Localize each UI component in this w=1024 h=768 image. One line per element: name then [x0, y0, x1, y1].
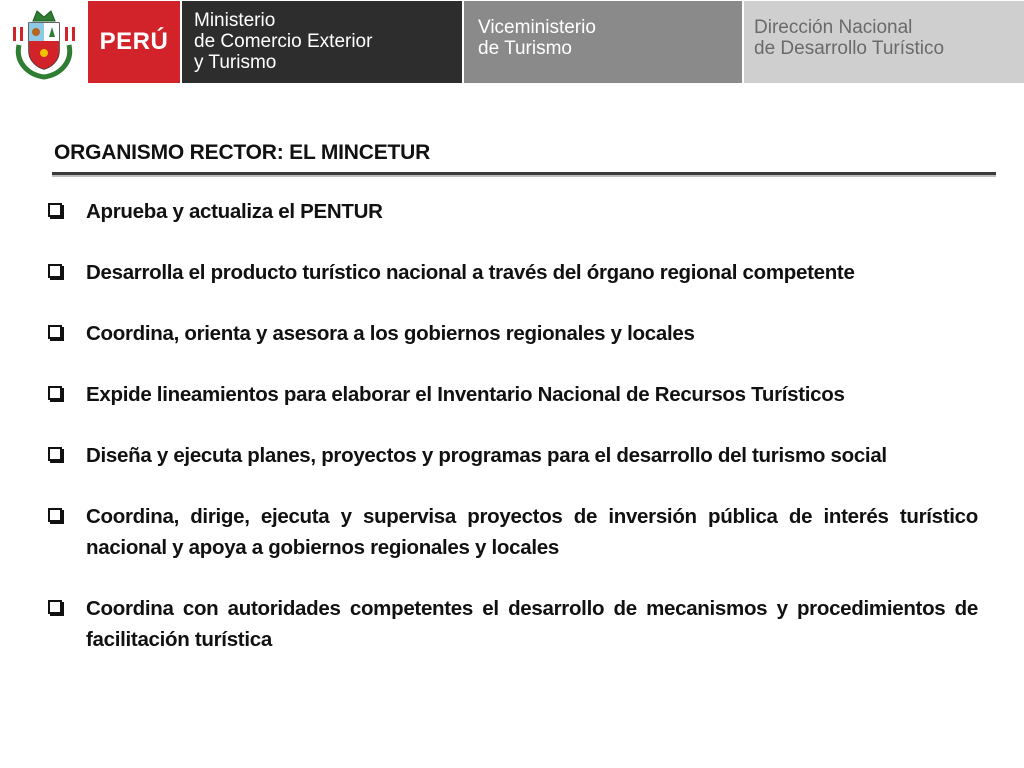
- checkbox-square-icon: [48, 325, 62, 339]
- list-item-text: Diseña y ejecuta planes, proyectos y programas para el desarrollo del turismo social: [86, 444, 887, 467]
- checkbox-square-icon: [48, 264, 62, 278]
- country-label: PERÚ: [99, 28, 169, 55]
- direccion-label-block: [744, 1, 1024, 83]
- list-item: [48, 501, 978, 563]
- coat-of-arms-icon: [0, 0, 88, 86]
- direccion-line-2: de Desarrollo Turístico: [754, 38, 945, 59]
- checkbox-square-icon: [48, 203, 62, 217]
- list-item-text: Coordina con autoridades competentes el desarrollo de mecanismos y procedimientos de facilitación turística: [86, 597, 978, 651]
- vice-line-1: Viceministerio: [478, 17, 596, 38]
- list-item: [48, 257, 978, 288]
- vice-line-2: de Turismo: [478, 38, 572, 59]
- checkbox-square-icon: [48, 386, 62, 400]
- section-title: ORGANISMO RECTOR: EL MINCETUR: [54, 141, 431, 164]
- checkbox-square-icon: [48, 508, 62, 522]
- list-item-text: Expide lineamientos para elaborar el Inventario Nacional de Recursos Turísticos: [86, 383, 845, 406]
- ministry-line-1: Ministerio: [194, 10, 276, 31]
- bullet-list: [48, 196, 978, 685]
- viceministry-label-block: [464, 1, 742, 83]
- title-divider: [52, 172, 996, 175]
- ministry-label-block: [182, 1, 462, 83]
- list-item-text: Coordina, orienta y asesora a los gobiernos regionales y locales: [86, 322, 695, 345]
- checkbox-square-icon: [48, 600, 62, 614]
- header-banner: [0, 0, 1024, 86]
- list-item: [48, 196, 978, 227]
- peru-label-block: [88, 1, 180, 83]
- list-item: [48, 440, 978, 471]
- list-item-text: Desarrolla el producto turístico nacional a través del órgano regional competente: [86, 261, 855, 284]
- ministry-line-3: y Turismo: [194, 52, 277, 73]
- ministry-line-2: de Comercio Exterior: [194, 31, 373, 52]
- list-item-text: Coordina, dirige, ejecuta y supervisa proyectos de inversión pública de interés turístico nacional y apoya a gobiernos regionales y locales: [86, 505, 978, 559]
- checkbox-square-icon: [48, 447, 62, 461]
- list-item-text: Aprueba y actualiza el PENTUR: [86, 200, 383, 223]
- list-item: [48, 593, 978, 655]
- direccion-line-1: Dirección Nacional: [754, 17, 913, 38]
- list-item: [48, 318, 978, 349]
- list-item: [48, 379, 978, 410]
